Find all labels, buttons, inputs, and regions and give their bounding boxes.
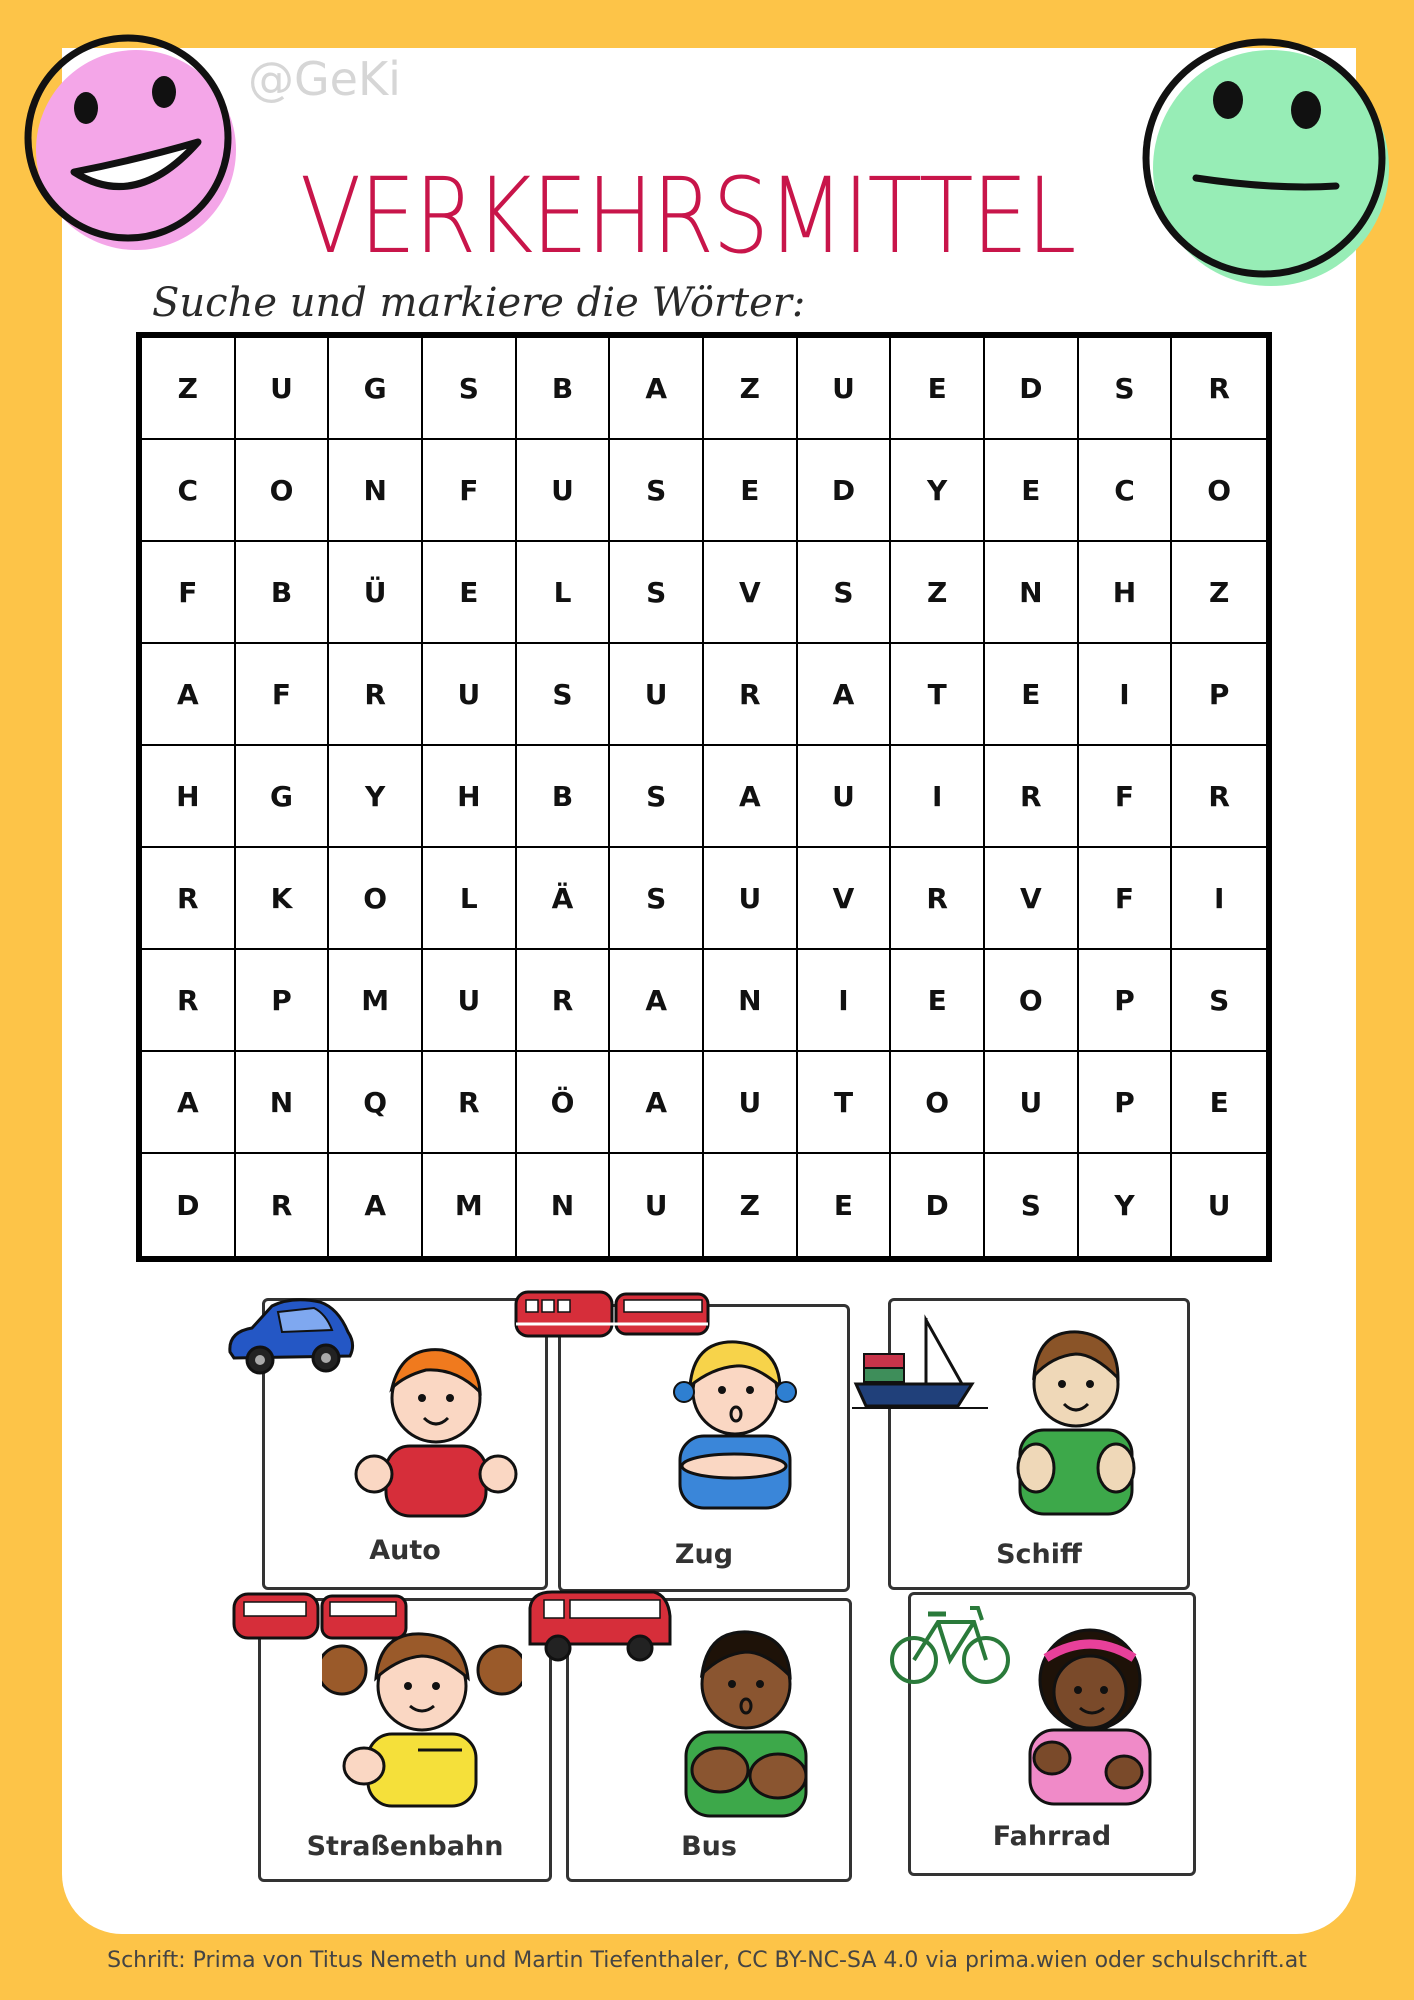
grid-cell[interactable]: S: [423, 338, 517, 440]
grid-cell[interactable]: A: [798, 644, 892, 746]
grid-cell[interactable]: D: [798, 440, 892, 542]
grid-cell[interactable]: L: [517, 542, 611, 644]
child-sign-auto-icon: [346, 1318, 526, 1518]
grid-cell[interactable]: U: [610, 644, 704, 746]
grid-cell[interactable]: Z: [1172, 542, 1266, 644]
instruction-text: Suche und markiere die Wörter:: [152, 280, 806, 326]
grid-cell[interactable]: E: [704, 440, 798, 542]
grid-cell[interactable]: O: [891, 1052, 985, 1154]
grid-cell[interactable]: U: [704, 848, 798, 950]
grid-cell[interactable]: P: [1172, 644, 1266, 746]
grid-cell[interactable]: E: [1172, 1052, 1266, 1154]
grid-cell[interactable]: A: [142, 644, 236, 746]
grid-cell[interactable]: E: [985, 644, 1079, 746]
grid-cell[interactable]: R: [985, 746, 1079, 848]
grid-cell[interactable]: S: [610, 848, 704, 950]
grid-cell[interactable]: U: [610, 1154, 704, 1256]
grid-cell[interactable]: H: [1079, 542, 1173, 644]
grid-cell[interactable]: T: [798, 1052, 892, 1154]
card-label-auto: Auto: [369, 1535, 441, 1566]
grid-cell[interactable]: E: [423, 542, 517, 644]
grid-cell[interactable]: A: [610, 1052, 704, 1154]
grid-cell[interactable]: Ä: [517, 848, 611, 950]
grid-cell[interactable]: V: [985, 848, 1079, 950]
grid-cell[interactable]: U: [236, 338, 330, 440]
grid-cell[interactable]: F: [1079, 746, 1173, 848]
grid-cell[interactable]: T: [891, 644, 985, 746]
grid-cell[interactable]: U: [1207, 1188, 1231, 1222]
grid-cell[interactable]: A: [610, 338, 704, 440]
grid-cell[interactable]: R: [704, 644, 798, 746]
word-search-grid: [136, 332, 1272, 1262]
child-sign-schiff-icon: [990, 1300, 1160, 1520]
grid-cell[interactable]: N: [329, 440, 423, 542]
grid-cell[interactable]: O: [329, 848, 423, 950]
grid-cell[interactable]: O: [236, 440, 330, 542]
grid-cell[interactable]: C: [1079, 440, 1173, 542]
grid-cell[interactable]: I: [1172, 848, 1266, 950]
grid-cell[interactable]: Y: [329, 746, 423, 848]
grid-cell[interactable]: M: [329, 950, 423, 1052]
grid-cell[interactable]: P: [236, 950, 330, 1052]
child-sign-bus-icon: [650, 1600, 840, 1820]
grid-cell[interactable]: U: [985, 1052, 1079, 1154]
grid-cell[interactable]: F: [236, 644, 330, 746]
grid-cell[interactable]: R: [1172, 746, 1266, 848]
grid-cell[interactable]: S: [1079, 338, 1173, 440]
grid-cell[interactable]: H: [423, 746, 517, 848]
happy-smiley-icon: [16, 22, 248, 254]
grid-cell[interactable]: F: [142, 542, 236, 644]
grid-cell[interactable]: P: [1079, 950, 1173, 1052]
grid-cell[interactable]: I: [798, 950, 892, 1052]
grid-cell[interactable]: N: [236, 1052, 330, 1154]
grid-cell[interactable]: E: [891, 338, 985, 440]
grid-cell[interactable]: R: [329, 644, 423, 746]
grid-cell[interactable]: Z: [704, 338, 798, 440]
card-label-fahrrad: Fahrrad: [992, 1821, 1112, 1852]
card-label-schiff: Schiff: [996, 1539, 1082, 1570]
grid-cell[interactable]: S: [610, 542, 704, 644]
grid-cell[interactable]: U: [798, 338, 892, 440]
grid-cell[interactable]: B: [517, 746, 611, 848]
grid-cell[interactable]: E: [985, 440, 1079, 542]
grid-cell[interactable]: F: [1079, 848, 1173, 950]
grid-cell[interactable]: R: [236, 1154, 330, 1256]
grid-cell[interactable]: I: [891, 746, 985, 848]
grid-cell[interactable]: S: [610, 440, 704, 542]
grid-cell[interactable]: M: [423, 1154, 517, 1256]
grid-cell[interactable]: E: [798, 1154, 892, 1256]
grid-cell[interactable]: G: [329, 338, 423, 440]
grid-cell[interactable]: A: [142, 1052, 236, 1154]
grid-cell[interactable]: B: [236, 542, 330, 644]
grid-cell[interactable]: Q: [329, 1052, 423, 1154]
grid-cell[interactable]: Z: [704, 1154, 798, 1256]
grid-cell[interactable]: G: [236, 746, 330, 848]
grid-cell[interactable]: U: [704, 1052, 798, 1154]
grid-cell[interactable]: Y: [891, 440, 985, 542]
grid-cell[interactable]: S: [517, 644, 611, 746]
child-sign-zug-icon: [650, 1306, 820, 1516]
grid-cell[interactable]: R: [517, 950, 611, 1052]
grid-cell[interactable]: Y: [1079, 1154, 1173, 1256]
card-label-bus: Bus: [681, 1831, 737, 1862]
watermark: @GeKi: [248, 52, 401, 106]
grid-cell[interactable]: K: [236, 848, 330, 950]
grid-cell[interactable]: V: [798, 848, 892, 950]
grid-cell[interactable]: R: [891, 848, 985, 950]
grid-cell[interactable]: A: [704, 746, 798, 848]
child-sign-strassenbahn-icon: [322, 1600, 522, 1810]
grid-cell[interactable]: U: [517, 440, 611, 542]
grid-cell[interactable]: S: [1172, 950, 1266, 1052]
grid-cell[interactable]: O: [985, 950, 1079, 1052]
car-icon: [222, 1292, 362, 1382]
grid-cell[interactable]: R: [142, 950, 236, 1052]
grid-cell[interactable]: Z: [142, 338, 236, 440]
grid-cell[interactable]: N: [985, 542, 1079, 644]
grid-cell[interactable]: S: [985, 1154, 1079, 1256]
grid-cell[interactable]: A: [610, 950, 704, 1052]
neutral-smiley-icon: [1136, 18, 1406, 288]
grid-cell[interactable]: E: [891, 950, 985, 1052]
grid-cell[interactable]: A: [329, 1154, 423, 1256]
grid-cell[interactable]: L: [423, 848, 517, 950]
ship-icon: [852, 1314, 992, 1414]
grid-cell[interactable]: B: [517, 338, 611, 440]
grid-cell[interactable]: U: [798, 746, 892, 848]
grid-cell[interactable]: H: [142, 746, 236, 848]
grid-cell[interactable]: U: [423, 644, 517, 746]
grid-cell[interactable]: D: [891, 1154, 985, 1256]
child-sign-fahrrad-icon: [1004, 1600, 1174, 1810]
grid-cell[interactable]: S: [798, 542, 892, 644]
grid-cell[interactable]: P: [1079, 1052, 1173, 1154]
grid-cell[interactable]: R: [423, 1052, 517, 1154]
grid-cell[interactable]: C: [142, 440, 236, 542]
grid-cell[interactable]: U: [423, 950, 517, 1052]
card-label-strassenbahn: Straßenbahn: [306, 1831, 504, 1862]
grid-cell[interactable]: D: [142, 1154, 236, 1256]
grid-cell[interactable]: S: [610, 746, 704, 848]
grid-cell[interactable]: R: [142, 848, 236, 950]
footer-credits: Schrift: Prima von Titus Nemeth und Martin Tiefenthaler, CC BY-NC-SA 4.0 via prima.wien oder schulschrift.at: [107, 1948, 1307, 1973]
grid-cell[interactable]: F: [423, 440, 517, 542]
grid-cell[interactable]: V: [704, 542, 798, 644]
card-label-zug: Zug: [674, 1539, 734, 1570]
page-title: VERKEHRSMITTEL: [300, 155, 1075, 277]
grid-cell[interactable]: Z: [891, 542, 985, 644]
grid-cell[interactable]: Ö: [517, 1052, 611, 1154]
grid-cell[interactable]: D: [985, 338, 1079, 440]
grid-cell[interactable]: I: [1079, 644, 1173, 746]
grid-cell[interactable]: N: [704, 950, 798, 1052]
grid-cell[interactable]: N: [517, 1154, 611, 1256]
grid-cell[interactable]: R: [1172, 338, 1266, 440]
bicycle-icon: [886, 1594, 1016, 1690]
grid-cell[interactable]: Ü: [329, 542, 423, 644]
grid-cell[interactable]: O: [1172, 440, 1266, 542]
